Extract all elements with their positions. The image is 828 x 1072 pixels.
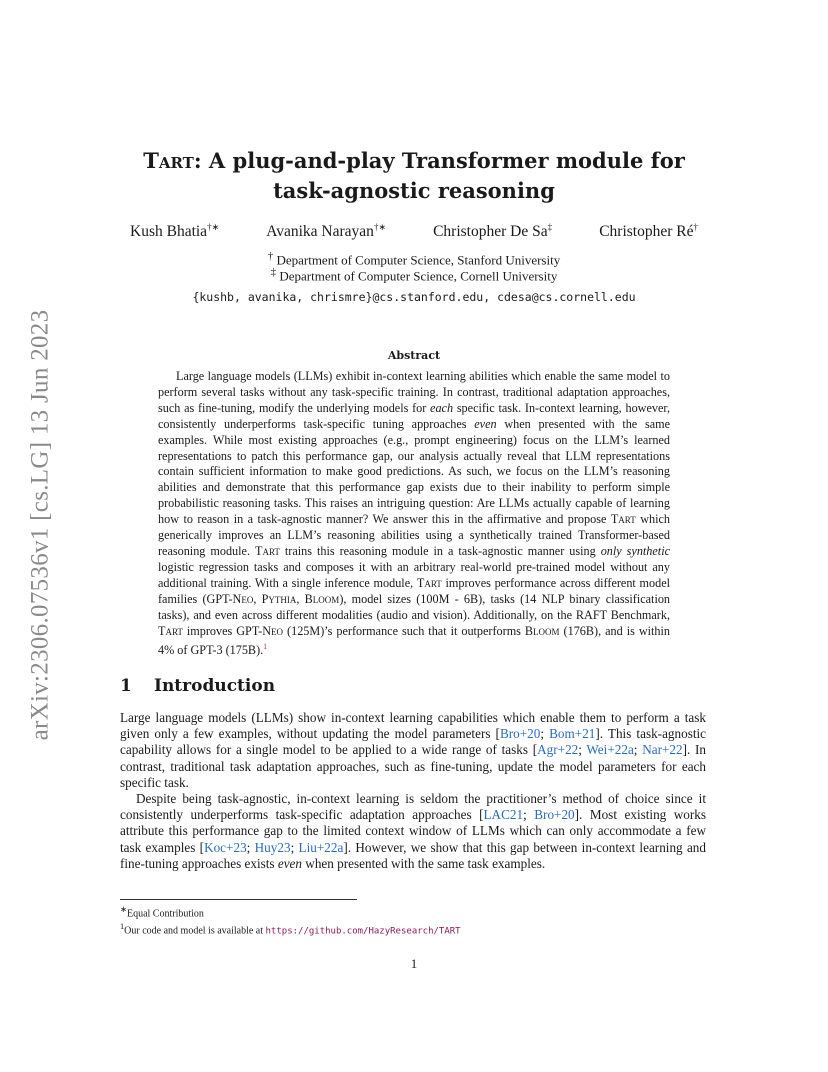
paragraph: Despite being task-agnostic, in-context learning is seldom the practitioner’s method of choice since it consistently underperforms task-specific adaptation approaches [LAC21; Bro+20]. Most existing works attribute this performance gap to the limited context window of LLMs which can only accommodate a few task examples [Koc+23; Huy23; Liu+22a]. However, we show that this gap between in-context learning and fine-tuning approaches exists even when presented with the same task examples. [120, 791, 707, 871]
author-mark: ‡ [547, 222, 553, 232]
citation-link[interactable]: Wei+22a [586, 742, 634, 758]
section-title: Introduction [154, 676, 276, 696]
title-line1: : A plug-and-play Transformer module for [193, 148, 685, 173]
affiliation-mark: ‡ [270, 266, 277, 278]
citation-link[interactable]: Koc+23 [204, 839, 247, 855]
footnote-link[interactable]: 1 [263, 642, 268, 652]
abstract-body: Large language models (LLMs) exhibit in-context learning abilities which enable the same model to perform several tasks without any task-specific training. In contrast, traditional adaptation approaches, such as fine-tuning, modify the underlying models for each specific task. In-context learning, however, consistently underperforms task-specific tuning approaches even when presented with the same examples. While most existing approaches (e.g., prompt engineering) focus on the LLM’s learned representations to patch this performance gap, our analysis actually reveal that LLM representations contain sufficient information to make good predictions. As such, we focus on the LLM’s reasoning abilities and demonstrate that this performance gap exists due to their inability to perform simple probabilistic reasoning tasks. This raises an intriguing question: Are LLMs actually capable of learning how to reason in a task-agnostic manner? We answer this in the affirmative and propose Tart which generically improves an LLM’s reasoning abilities using a synthetically trained Transformer-based reasoning module. Tart trains this reasoning module in a task-agnostic manner using only synthetic logistic regression tasks and composes it with an arbitrary real-world pre-trained model without any additional training. With a single inference module, Tart improves performance across different model families (GPT-Neo, Pythia, Bloom), model sizes (100M - 6B), tasks (14 NLP binary classification tasks), and even across different modalities (audio and vision). Additionally, on the RAFT Benchmark, Tart improves GPT-Neo (125M)’s performance such that it outperforms Bloom (176B), and is within 4% of GPT-3 (175B).$^1$ [158, 369, 671, 658]
title-line2: task-agnostic reasoning [273, 178, 555, 203]
citation-link[interactable]: Liu+22a [298, 839, 344, 855]
author-list [120, 222, 708, 241]
author-emails: {kushb, avanika, chrismre}@cs.stanford.edu, cdesa@cs.cornell.edu [192, 290, 636, 304]
code-url-link[interactable]: https://github.com/HazyResearch/TART [265, 926, 461, 937]
citation-link[interactable]: Nar+22 [642, 742, 683, 758]
introduction-body [120, 710, 706, 872]
page-number: 1 [410, 956, 418, 971]
affiliation-text: Department of Computer Science, Stanford University [273, 252, 561, 268]
affiliation-text: Department of Computer Science, Cornell University [276, 268, 558, 284]
author: Kush Bhatia†∗ [130, 222, 220, 241]
arxiv-stamp-text: arXiv:2306.07536v1 [cs.LG] 13 Jun 2023 [26, 309, 54, 741]
citation-link[interactable]: Bro+20 [534, 807, 575, 823]
author: Christopher Ré† [599, 222, 698, 241]
author-mark: † [693, 222, 698, 232]
section-heading [120, 676, 275, 696]
author-mark: †∗ [207, 222, 220, 232]
paper-title [120, 146, 708, 206]
citation-link[interactable]: LAC21 [483, 807, 524, 823]
abstract-heading: Abstract [387, 349, 441, 362]
footnote-divider [120, 899, 357, 900]
arxiv-identifier-stamp [20, 290, 60, 760]
citation-link[interactable]: Bom+21 [549, 726, 596, 742]
footnote: $^1$Our code and model is available at https://github.com/HazyResearch/TART [120, 922, 461, 937]
author: Avanika Narayan†∗ [266, 222, 386, 241]
citation-link[interactable]: Huy23 [254, 839, 291, 855]
footnotes [120, 903, 461, 939]
author-mark: †∗ [373, 222, 386, 232]
paragraph: Large language models (LLMs) show in-context learning capabilities which enable them to perform a task given only a few examples, without updating the model parameters [Bro+20; Bom+21]. This task-agnostic capability allows for a single model to be applied to a wide range of tasks [Agr+22; Wei+22a; Nar+22]. In contrast, traditional task adaptation approaches, such as fine-tuning, update the model parameters for each specific task. [120, 710, 707, 790]
author: Christopher De Sa‡ [433, 222, 553, 241]
title-name: Tart [143, 148, 194, 173]
affiliation-mark: † [267, 250, 274, 262]
footnote: ∗Equal Contribution [120, 905, 204, 920]
affiliation-cornell [120, 266, 708, 284]
citation-link[interactable]: Bro+20 [499, 726, 541, 742]
section-number: 1 [120, 676, 132, 696]
citation-link[interactable]: Agr+22 [537, 742, 579, 758]
